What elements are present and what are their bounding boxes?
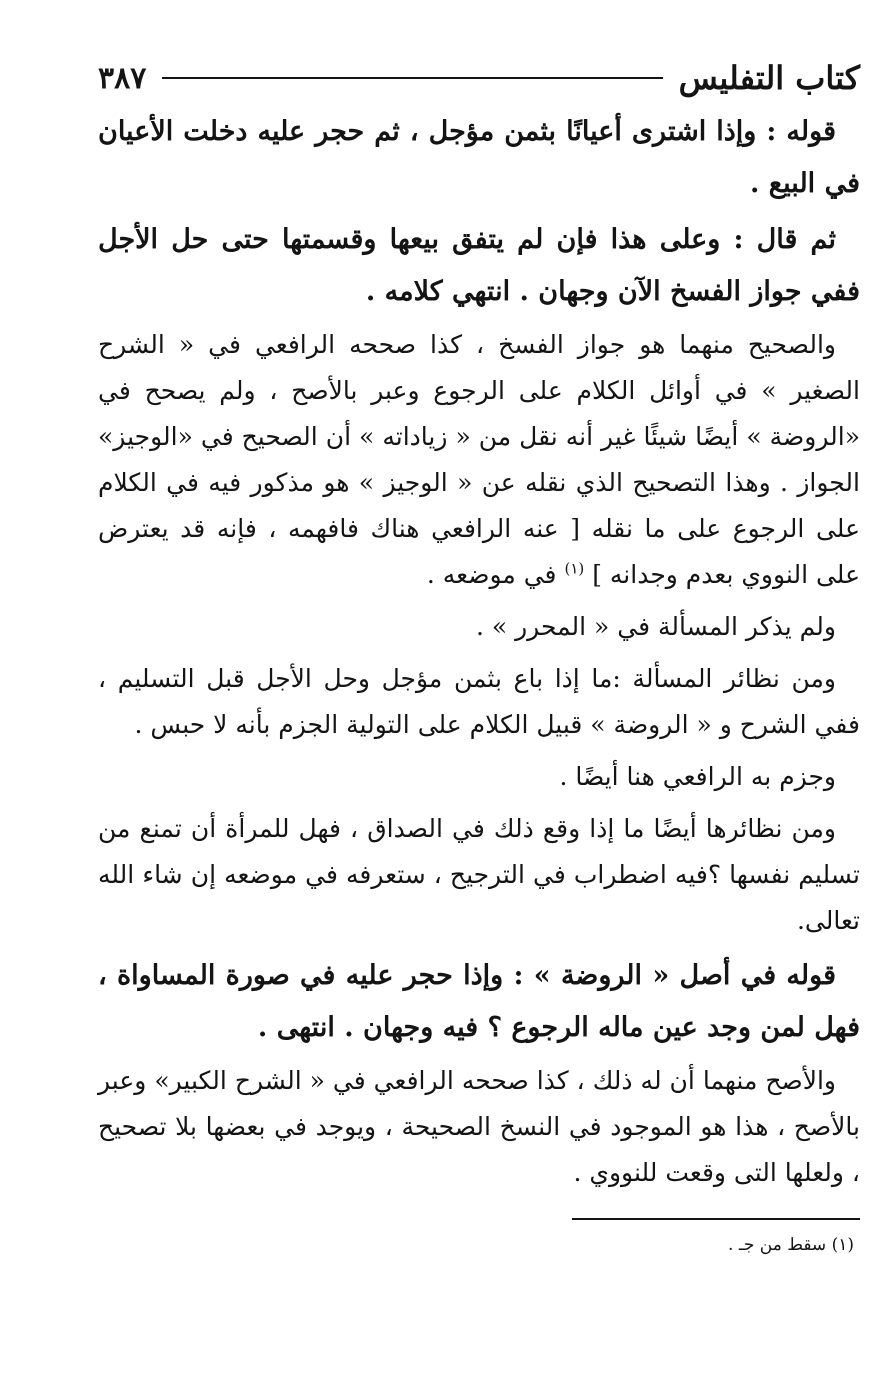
footnote-ref[interactable]: (١) bbox=[564, 559, 585, 578]
footnote-separator bbox=[572, 1218, 860, 1220]
page-number: ٣٨٧ bbox=[98, 60, 147, 96]
book-title: كتاب التفليس bbox=[678, 59, 860, 97]
paragraph-commentary-3: ومن نظائر المسألة :ما إذا باع بثمن مؤجل وحل الأجل قبل التسليم ، ففي الشرح و « الروضة » قبيل الكلام على التولية الجزم بأنه لا حبس . bbox=[98, 664, 860, 739]
paragraph-commentary-1: والصحيح منهما هو جواز الفسخ ، كذا صححه الرافعي في « الشرح الصغير » في أوائل الكلام على الرجوع وعبر بالأصح ، ولم يصحح في «الروضة » أيضًا شيئًا غير أنه نقل من « زياداته » أن الصحيح في «الوجيز» الجواز . وهذا التصحيح الذي نقله عن « الوجيز » هو مذكور فيه في الكلام على الرجوع على ما نقله [ عنه الرافعي هناك فافهمه ، فإنه قد يعترض على النووي بعدم وجدانه ] $^{(١)}$ في موضعه . bbox=[98, 330, 860, 589]
header-rule bbox=[162, 77, 662, 79]
paragraph-commentary-5: ومن نظائرها أيضًا ما إذا وقع ذلك في الصداق ، فهل للمرأة أن تمنع من تسليم نفسها ؟فيه اضطراب في الترجيح ، ستعرفه في موضعه إن شاء الله تعالى. bbox=[98, 814, 860, 935]
paragraph-commentary-6: والأصح منهما أن له ذلك ، كذا صححه الرافعي في « الشرح الكبير» وعبر بالأصح ، هذا هو الموجود في النسخ الصحيحة ، ويوجد في بعضها بلا تصحيح ، ولعلها التى وقعت للنووي . bbox=[98, 1066, 860, 1187]
running-header bbox=[98, 56, 860, 100]
footnote: (١) سقط من جـ . bbox=[728, 1235, 854, 1255]
paragraph-quote-1: قوله : وإذا اشترى أعيانًا بثمن مؤجل ، ثم حجر عليه دخلت الأعيان في البيع . bbox=[98, 116, 860, 199]
document-page bbox=[98, 56, 860, 1258]
paragraph-quote-3: قوله في أصل « الروضة » : وإذا حجر عليه في صورة المساواة ، فهل لمن وجد عين ماله الرجوع ؟ فيه وجهان . انتهى . bbox=[98, 960, 860, 1043]
paragraph-commentary-2: ولم يذكر المسألة في « المحرر » . bbox=[475, 612, 836, 641]
paragraph-commentary-4: وجزم به الرافعي هنا أيضًا . bbox=[559, 762, 836, 791]
page-body bbox=[98, 106, 860, 1196]
paragraph-quote-2: ثم قال : وعلى هذا فإن لم يتفق بيعها وقسمتها حتى حل الأجل ففي جواز الفسخ الآن وجهان . انتهي كلامه . bbox=[98, 224, 860, 307]
